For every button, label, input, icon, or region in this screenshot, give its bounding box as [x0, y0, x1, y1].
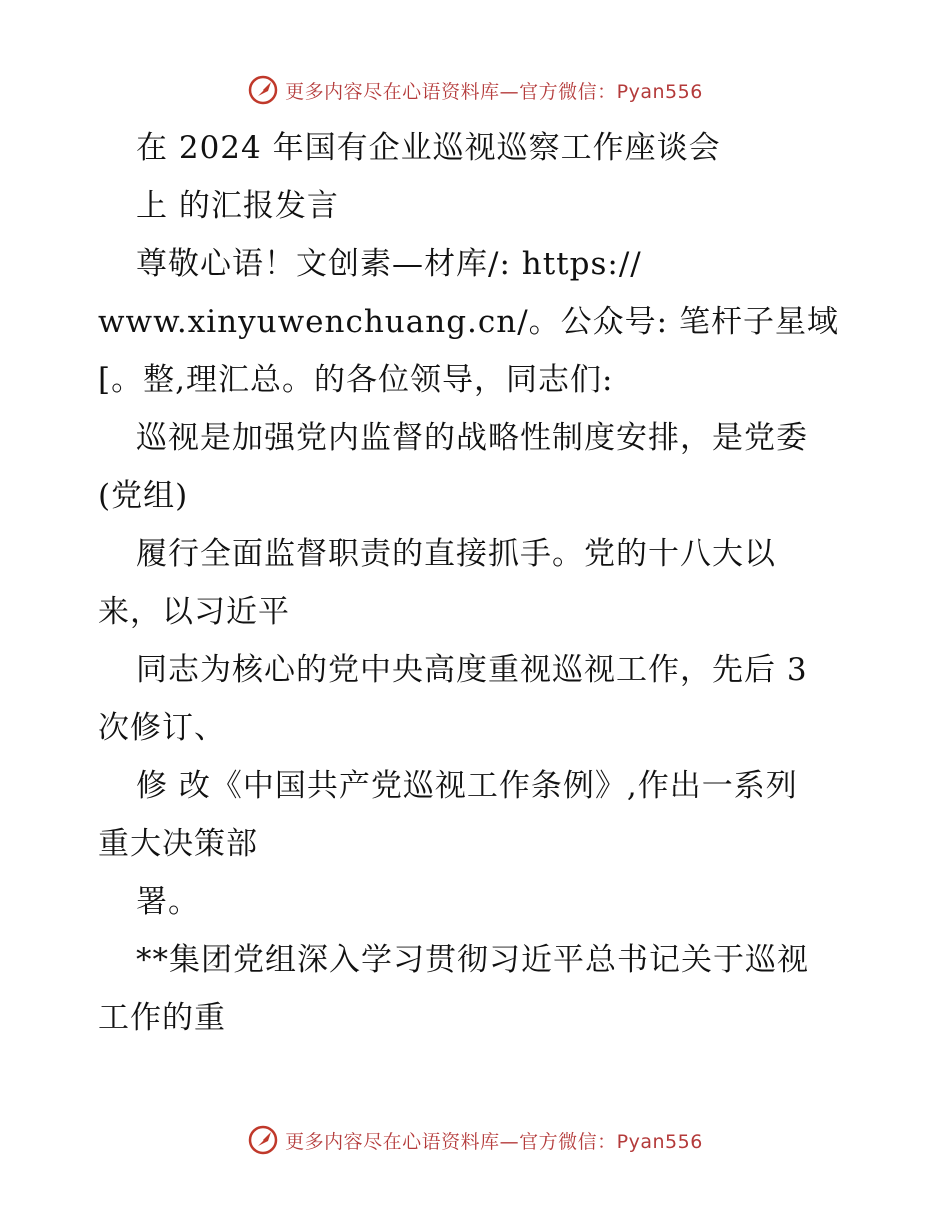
title-line-1: 在 2024 年国有企业巡视巡察工作座谈会 [136, 130, 721, 166]
paragraph-line: [。整,理汇总。的各位领导，同志们: [98, 362, 614, 398]
paragraph-line: (党组) [98, 478, 189, 514]
paragraph-line: 修 改《中国共产党巡视工作条例》,作出一系列 [136, 768, 798, 804]
paragraph-line: 署。 [136, 884, 200, 920]
footer-banner-text: 更多内容尽在心语资料库—官方微信：Pyan556 [285, 1130, 703, 1153]
footer-banner [0, 1120, 950, 1160]
paragraph-line: www.xinyuwenchuang.cn/。公众号: 笔杆子星域 [98, 304, 839, 340]
paragraph-line: 巡视是加强党内监督的战略性制度安排，是党委 [136, 420, 808, 456]
paragraph-line: 重大决策部 [98, 826, 258, 862]
paragraph-line: 尊敬心语！文创素—材库/: https:// [136, 246, 642, 282]
header-banner-text: 更多内容尽在心语资料库—官方微信：Pyan556 [285, 80, 703, 103]
paragraph-line: 次修订、 [98, 710, 226, 746]
paragraph-line: **集团党组深入学习贯彻习近平总书记关于巡视 [136, 942, 809, 978]
paragraph-line: 工作的重 [98, 1000, 226, 1036]
quill-pen-logo-icon [247, 1124, 279, 1156]
paragraph-line: 履行全面监督职责的直接抓手。党的十八大以 [136, 536, 776, 572]
title-line-2: 上 的汇报发言 [136, 188, 339, 224]
paragraph-line: 来，以习近平 [98, 594, 290, 630]
paragraph-line: 同志为核心的党中央高度重视巡视工作，先后 3 [136, 652, 808, 688]
